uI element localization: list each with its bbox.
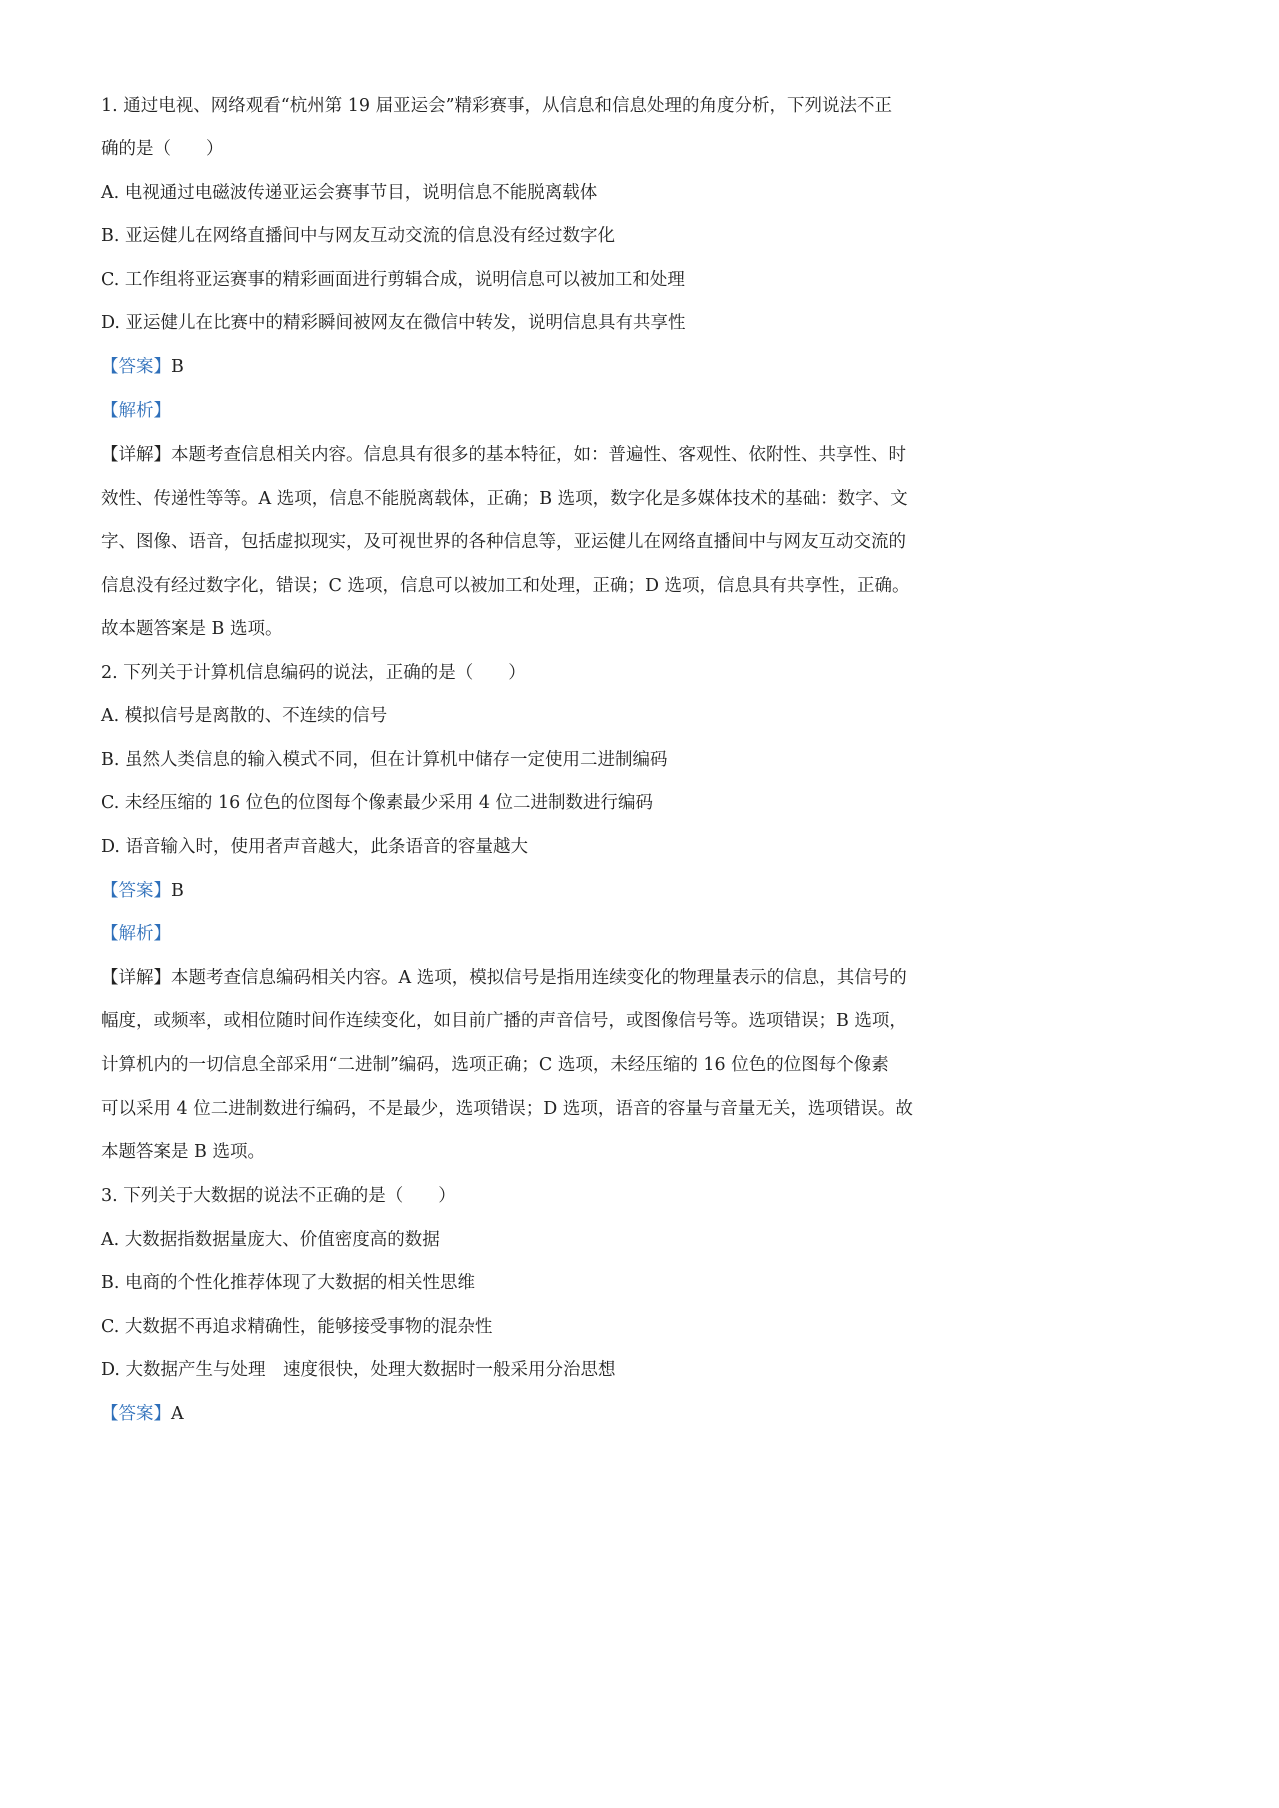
q2-option-d: D. 语音输入时，使用者声音越大，此条语音的容量越大 [101,837,529,857]
q1-answer-value: B [171,357,184,377]
q2-detail-line4: 可以采用 4 位二进制数进行编码，不是最少，选项错误；D 选项，语音的容量与音量无关，选项错误。故 [101,1099,913,1119]
q3-answer-value: A [171,1404,184,1424]
q1-detail-line3: 字、图像、语音，包括虚拟现实，及可视世界的各种信息等，亚运健儿在网络直播间中与网友互动交流的 [101,532,906,552]
q2-option-a: A. 模拟信号是离散的、不连续的信号 [101,706,388,726]
q1-detail-line4: 信息没有经过数字化，错误；C 选项，信息可以被加工和处理，正确；D 选项，信息具有共享性，正确。 [101,576,910,596]
q2-analysis-tag: 【解析】 [101,924,171,944]
q3-option-d: D. 大数据产生与处理 速度很快，处理大数据时一般采用分治思想 [101,1360,616,1380]
q1-option-a: A. 电视通过电磁波传递亚运会赛事节目，说明信息不能脱离载体 [101,183,598,203]
q2-stem-line1: 2. 下列关于计算机信息编码的说法，正确的是（ ） [101,663,526,683]
q2-detail-line2: 幅度，或频率，或相位随时间作连续变化，如目前广播的声音信号，或图像信号等。选项错误；B 选项， [101,1011,907,1031]
q2-detail-tag: 【详解】 [101,968,171,988]
q2-detail-line5: 本题答案是 B 选项。 [101,1142,265,1162]
q2-detail-line3: 计算机内的一切信息全部采用“二进制”编码，选项正确；C 选项，未经压缩的 16 位色的位图每个像素 [101,1055,889,1075]
q3-option-c: C. 大数据不再追求精确性，能够接受事物的混杂性 [101,1317,493,1337]
q2-answer-tag: 【答案】 [101,881,171,901]
q2-detail-text1: 本题考查信息编码相关内容。A 选项，模拟信号是指用连续变化的物理量表示的信息，其信号的 [171,968,907,988]
q1-option-b: B. 亚运健儿在网络直播间中与网友互动交流的信息没有经过数字化 [101,226,615,246]
q1-analysis [101,400,1001,422]
q2-option-b: B. 虽然人类信息的输入模式不同，但在计算机中储存一定使用二进制编码 [101,750,668,770]
q1-answer-tag: 【答案】 [101,357,171,377]
q2-answer-value: B [171,881,184,901]
q1-detail-line5: 故本题答案是 B 选项。 [101,619,283,639]
q1-answer [101,356,1001,378]
q1-detail-text1: 本题考查信息相关内容。信息具有很多的基本特征，如：普遍性、客观性、依附性、共享性、时 [171,445,906,465]
q1-stem-line2: 确的是（ ） [101,139,224,159]
q1-option-c: C. 工作组将亚运赛事的精彩画面进行剪辑合成，说明信息可以被加工和处理 [101,270,685,290]
q3-answer-tag: 【答案】 [101,1404,171,1424]
q1-stem-line1: 1. 通过电视、网络观看“杭州第 19 届亚运会”精彩赛事，从信息和信息处理的角度分析，下列说法不正 [101,96,893,116]
q1-analysis-tag: 【解析】 [101,401,171,421]
q3-option-a: A. 大数据指数据量庞大、价值密度高的数据 [101,1230,440,1250]
q1-detail-line2: 效性、传递性等等。A 选项，信息不能脱离载体，正确；B 选项，数字化是多媒体技术的基础：数字、文 [101,489,908,509]
q1-detail-line1 [101,444,1001,466]
q2-answer [101,880,1001,902]
q2-analysis [101,923,1001,945]
q3-option-b: B. 电商的个性化推荐体现了大数据的相关性思维 [101,1273,475,1293]
q3-answer [101,1403,1001,1425]
q1-option-d: D. 亚运健儿在比赛中的精彩瞬间被网友在微信中转发，说明信息具有共享性 [101,313,686,333]
q1-detail-tag: 【详解】 [101,445,171,465]
q2-detail-line1 [101,967,1001,989]
q3-stem-line1: 3. 下列关于大数据的说法不正确的是（ ） [101,1186,456,1206]
q2-option-c: C. 未经压缩的 16 位色的位图每个像素最少采用 4 位二进制数进行编码 [101,793,654,813]
